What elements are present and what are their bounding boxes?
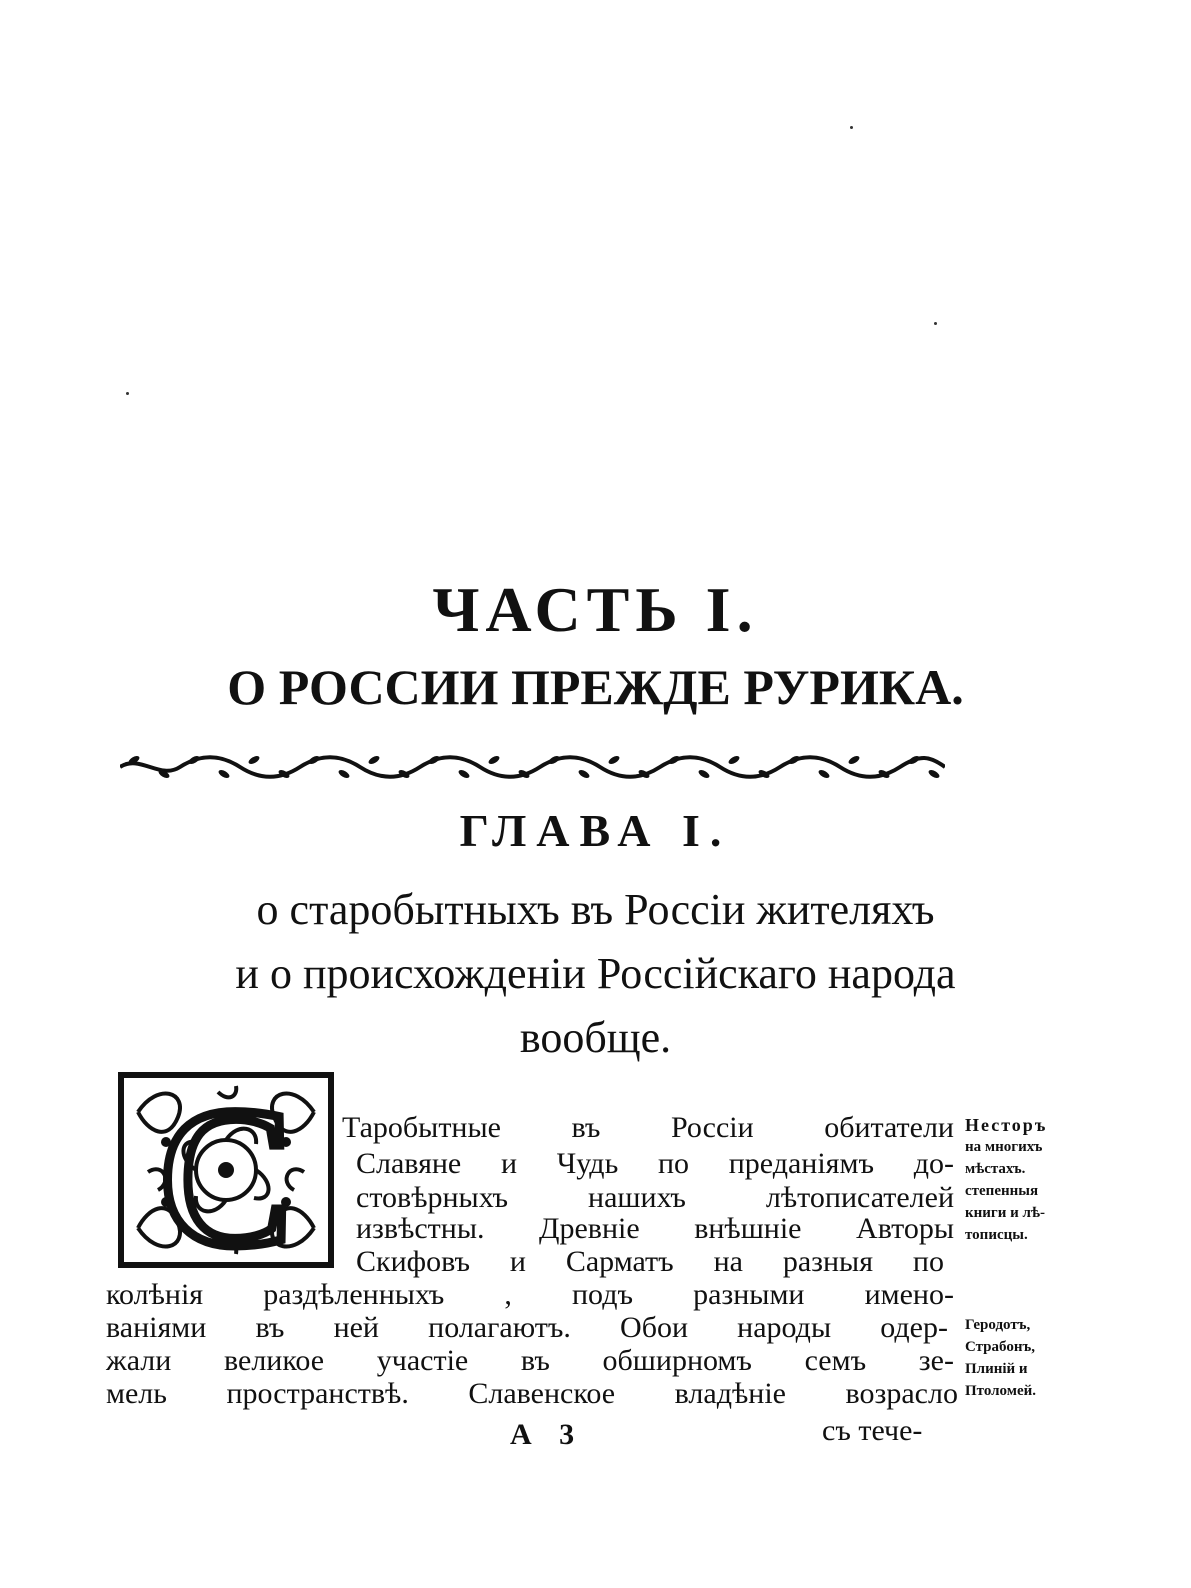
ornamental-vine-border [120, 748, 945, 786]
chapter-heading-line: о старобытныхъ въ Россіи жителяхъ [256, 885, 935, 934]
chapter-heading-line: и о происхожденіи Россійскаго народа [235, 949, 956, 998]
margin-note-sources: Несторъ на многихъ мѣстахъ. степенныя книги и лѣ- тописцы. [965, 1115, 1048, 1243]
body-text-line: Таробытные въ Россіи обитатели [342, 1111, 954, 1144]
paper-speck [850, 126, 853, 129]
body-text-line: колѣнія раздѣленныхъ , подъ разными имено- [106, 1278, 954, 1311]
body-text-line: стовѣрныхъ нашихъ лѣтописателей [356, 1181, 954, 1214]
part-subtitle: О РОССИИ ПРЕЖДЕ РУРИКА. [227, 659, 964, 715]
body-text-line: Славяне и Чудь по преданіямъ до- [356, 1147, 954, 1180]
dropcap-letter: С [159, 1072, 293, 1268]
chapter-heading [0, 878, 1191, 1070]
body-text-line: извѣстны. Древніе внѣшніе Авторы [356, 1212, 954, 1245]
chapter-heading-line: вообще. [519, 1013, 672, 1062]
ornamental-dropcap [118, 1072, 334, 1268]
paper-speck [934, 322, 937, 325]
body-text-line: мель пространствѣ. Славенское владѣніе возрасло [106, 1377, 958, 1410]
part-title: ЧАСТЬ I. [432, 574, 759, 645]
chapter-title: ГЛАВА I. [459, 805, 732, 856]
body-text-line: Скифовъ и Сарматъ на разныя по [356, 1245, 944, 1278]
catchword: съ тече- [822, 1414, 923, 1447]
printer-signature-mark: А 3 [510, 1418, 585, 1451]
margin-note-ancient-authors: Геродотъ, Страбонъ, Плиній и Птоломей. [965, 1317, 1037, 1399]
body-text-line: жали великое участіе въ обширномъ семъ зе- [106, 1344, 954, 1377]
body-text-line: ваніями въ ней полагаютъ. Обои народы одер- [106, 1311, 948, 1344]
paper-speck [126, 392, 129, 395]
